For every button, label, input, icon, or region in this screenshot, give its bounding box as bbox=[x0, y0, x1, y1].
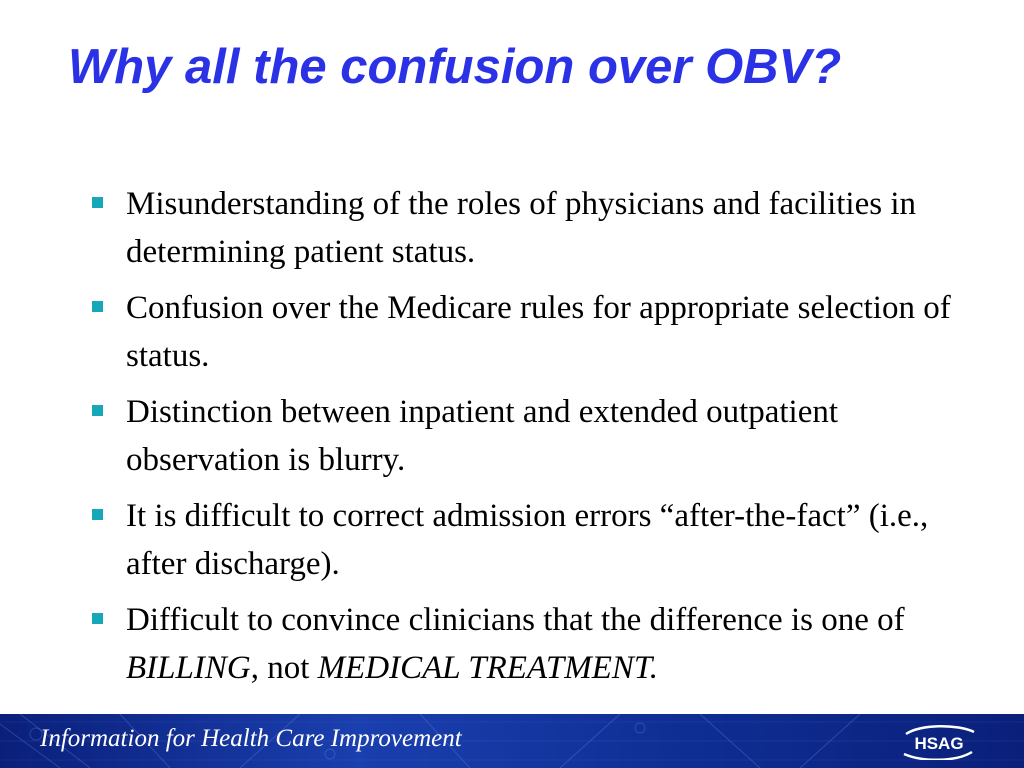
bullet-text: Distinction between inpatient and extended outpatient observation is blurry. bbox=[126, 394, 839, 478]
bullet-list bbox=[88, 180, 968, 700]
footer-tagline: Information for Health Care Improvement bbox=[40, 725, 462, 752]
square-bullet-icon bbox=[92, 405, 103, 416]
bullet-item bbox=[88, 492, 968, 588]
bullet-item bbox=[88, 284, 968, 380]
bullet-text: Confusion over the Medicare rules for appropriate selection of status. bbox=[126, 290, 951, 374]
footer-banner bbox=[0, 714, 1024, 768]
bullet-text-part: , not bbox=[250, 650, 318, 686]
bullet-text: Misunderstanding of the roles of physicians and facilities in determining patient status. bbox=[126, 186, 917, 270]
slide-title: Why all the confusion over OBV? bbox=[68, 40, 842, 94]
bullet-item bbox=[88, 596, 968, 692]
emphasis-billing: BILLING bbox=[126, 650, 251, 686]
bullet-text bbox=[126, 602, 905, 686]
logo-text: HSAG bbox=[914, 734, 964, 753]
bullet-text: It is difficult to correct admission errors “after-the-fact” (i.e., after discharge). bbox=[126, 498, 929, 582]
square-bullet-icon bbox=[92, 509, 103, 520]
square-bullet-icon bbox=[92, 301, 103, 312]
bullet-text-part: Difficult to convince clinicians that the difference is one of bbox=[126, 602, 905, 638]
bullet-item bbox=[88, 388, 968, 484]
square-bullet-icon bbox=[92, 197, 103, 208]
emphasis-medical-treatment: MEDICAL TREATMENT. bbox=[317, 650, 659, 686]
square-bullet-icon bbox=[92, 613, 103, 624]
bullet-item bbox=[88, 180, 968, 276]
hsag-logo bbox=[900, 724, 978, 760]
